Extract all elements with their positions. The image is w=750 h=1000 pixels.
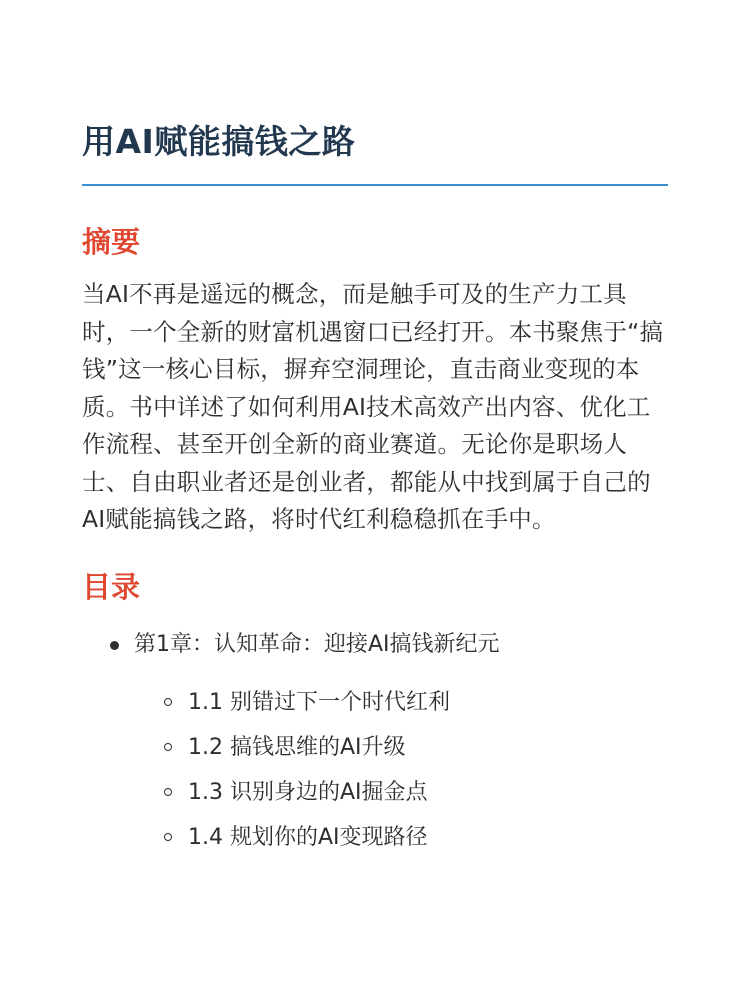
filled-bullet-icon	[110, 641, 119, 650]
toc-section-1-2	[82, 730, 668, 766]
table-of-contents	[82, 627, 668, 663]
hollow-bullet-icon	[164, 788, 172, 796]
hollow-bullet-icon	[164, 833, 172, 841]
section-label: 1.2 搞钱思维的AI升级	[188, 734, 406, 760]
section-label: 1.4 规划你的AI变现路径	[188, 824, 428, 850]
toc-section-1-3	[82, 775, 668, 811]
toc-section-1-1	[82, 685, 668, 721]
toc-section-1-4	[82, 820, 668, 856]
chapter-1-sections	[82, 685, 668, 856]
title-divider	[82, 184, 668, 186]
summary-heading: 摘要	[82, 225, 141, 259]
page-title: 用AI赋能搞钱之路	[82, 122, 356, 161]
section-label: 1.1 别错过下一个时代红利	[188, 689, 450, 715]
toc-chapter-1	[82, 627, 668, 663]
toc-heading: 目录	[82, 569, 141, 604]
chapter-label: 第1章：认知革命：迎接AI搞钱新纪元	[134, 631, 500, 657]
hollow-bullet-icon	[164, 743, 172, 751]
hollow-bullet-icon	[164, 698, 172, 706]
section-label: 1.3 识别身边的AI掘金点	[188, 779, 428, 805]
summary-paragraph: 当AI不再是遥远的概念，而是触手可及的生产力工具时，一个全新的财富机遇窗口已经打开。本书聚焦于“搞钱”这一核心目标，摒弃空洞理论，直击商业变现的本质。书中详述了如何利用AI技术高效产出内容、优化工作流程、甚至开创全新的商业赛道。无论你是职场人士、自由职业者还是创业者，都能从中找到属于自己的AI赋能搞钱之路，将时代红利稳稳抓在手中。	[82, 280, 664, 533]
